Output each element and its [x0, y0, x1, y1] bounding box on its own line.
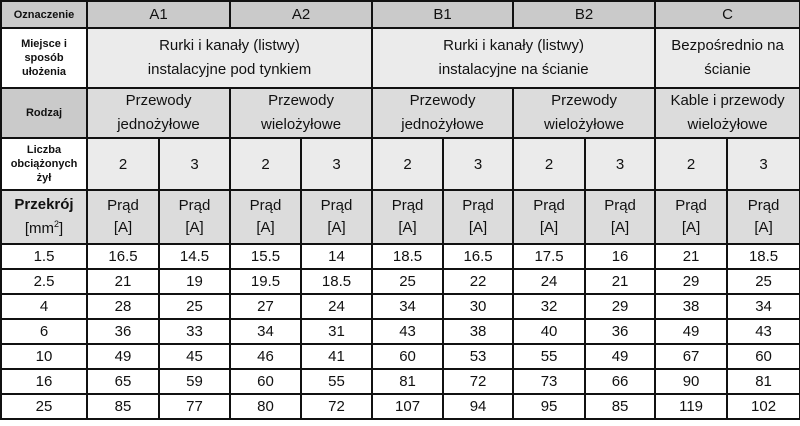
prad-header — [159, 190, 230, 244]
value-cell: 36 — [87, 319, 159, 344]
prad-label: Prąd — [533, 197, 565, 214]
oznaczenie-label: Oznaczenie — [1, 1, 87, 28]
value-cell: 30 — [443, 294, 513, 319]
rodzaj-a2-line1: Przewody — [268, 92, 334, 109]
value-cell: 18.5 — [372, 244, 443, 269]
value-cell: 19.5 — [230, 269, 301, 294]
value-cell: 72 — [301, 394, 372, 419]
value-cell: 60 — [727, 344, 800, 369]
prad-label: Prąd — [320, 197, 353, 214]
table-row — [1, 319, 800, 344]
table-row — [1, 344, 800, 369]
miejsce-c-line1: Bezpośrednio na — [671, 37, 784, 54]
value-cell: 85 — [585, 394, 655, 419]
header-row-miejsce — [1, 28, 800, 88]
value-cell: 21 — [655, 244, 727, 269]
miejsce-a-line2: instalacyjne pod tynkiem — [147, 61, 312, 78]
value-cell: 28 — [87, 294, 159, 319]
group-a2: A2 — [230, 1, 372, 28]
value-cell: 45 — [159, 344, 230, 369]
value-cell: 49 — [585, 344, 655, 369]
value-cell: 16.5 — [87, 244, 159, 269]
value-cell: 34 — [372, 294, 443, 319]
przekroj-unit — [2, 217, 86, 241]
value-cell: 29 — [585, 294, 655, 319]
table-row — [1, 244, 800, 269]
value-cell: 32 — [513, 294, 585, 319]
prad-unit: [A] — [539, 219, 559, 236]
prad-unit: [A] — [113, 219, 133, 236]
value-cell: 73 — [513, 369, 585, 394]
value-cell: 81 — [372, 369, 443, 394]
value-cell: 65 — [87, 369, 159, 394]
przekroj-unit-end: ] — [59, 220, 64, 237]
size-cell: 10 — [1, 344, 87, 369]
value-cell: 119 — [655, 394, 727, 419]
liczba-cell: 3 — [301, 138, 372, 190]
rodzaj-b1-line2: jednożyłowe — [401, 116, 484, 133]
value-cell: 38 — [655, 294, 727, 319]
group-b1: B1 — [372, 1, 513, 28]
prad-label: Prąd — [747, 197, 780, 214]
value-cell: 17.5 — [513, 244, 585, 269]
size-cell: 4 — [1, 294, 87, 319]
prad-unit: [A] — [754, 219, 773, 236]
value-cell: 55 — [301, 369, 372, 394]
value-cell: 14.5 — [159, 244, 230, 269]
przekroj-label: Przekrój — [14, 196, 74, 213]
rodzaj-a1 — [87, 88, 230, 138]
size-cell: 1.5 — [1, 244, 87, 269]
liczba-cell: 2 — [513, 138, 585, 190]
liczba-cell: 2 — [655, 138, 727, 190]
prad-label: Prąd — [391, 197, 424, 214]
liczba-cell: 3 — [585, 138, 655, 190]
header-row-liczba — [1, 138, 800, 190]
value-cell: 80 — [230, 394, 301, 419]
prad-label: Prąd — [462, 197, 494, 214]
value-cell: 72 — [443, 369, 513, 394]
value-cell: 34 — [727, 294, 800, 319]
liczba-cell: 3 — [727, 138, 800, 190]
prad-label: Prąd — [604, 197, 636, 214]
rodzaj-a1-line2: jednożyłowe — [117, 116, 200, 133]
prad-header — [372, 190, 443, 244]
size-cell: 6 — [1, 319, 87, 344]
miejsce-label: Miejsce i sposób ułożenia — [1, 28, 87, 88]
value-cell: 38 — [443, 319, 513, 344]
prad-header — [301, 190, 372, 244]
value-cell: 66 — [585, 369, 655, 394]
prad-header — [727, 190, 800, 244]
prad-unit: [A] — [327, 219, 346, 236]
prad-unit: [A] — [468, 219, 488, 236]
prad-header — [443, 190, 513, 244]
value-cell: 16.5 — [443, 244, 513, 269]
miejsce-a — [87, 28, 372, 88]
prad-unit: [A] — [681, 219, 701, 236]
prad-header — [230, 190, 301, 244]
rodzaj-b2-line1: Przewody — [551, 92, 617, 109]
liczba-cell: 2 — [372, 138, 443, 190]
prad-header — [87, 190, 159, 244]
liczba-cell: 2 — [230, 138, 301, 190]
value-cell: 53 — [443, 344, 513, 369]
value-cell: 67 — [655, 344, 727, 369]
value-cell: 55 — [513, 344, 585, 369]
group-c: C — [655, 1, 800, 28]
value-cell: 18.5 — [301, 269, 372, 294]
value-cell: 46 — [230, 344, 301, 369]
miejsce-c — [655, 28, 800, 88]
prad-label: Prąd — [249, 197, 282, 214]
prad-header — [585, 190, 655, 244]
table-row — [1, 294, 800, 319]
value-cell: 18.5 — [727, 244, 800, 269]
value-cell: 19 — [159, 269, 230, 294]
rodzaj-c-line2: wielożyłowe — [687, 116, 768, 133]
value-cell: 90 — [655, 369, 727, 394]
value-cell: 85 — [87, 394, 159, 419]
value-cell: 36 — [585, 319, 655, 344]
value-cell: 81 — [727, 369, 800, 394]
value-cell: 95 — [513, 394, 585, 419]
value-cell: 94 — [443, 394, 513, 419]
header-row-przekroj — [1, 190, 800, 244]
prad-unit: [A] — [610, 219, 630, 236]
rodzaj-b1 — [372, 88, 513, 138]
header-row-rodzaj — [1, 88, 800, 138]
value-cell: 102 — [727, 394, 800, 419]
value-cell: 25 — [372, 269, 443, 294]
miejsce-b-line1: Rurki i kanały (listwy) — [443, 37, 584, 54]
rodzaj-label: Rodzaj — [1, 88, 87, 138]
value-cell: 59 — [159, 369, 230, 394]
value-cell: 40 — [513, 319, 585, 344]
prad-header — [513, 190, 585, 244]
value-cell: 33 — [159, 319, 230, 344]
rodzaj-c-line1: Kable i przewody — [670, 92, 785, 109]
value-cell: 16 — [585, 244, 655, 269]
przekroj-unit-text: [mm — [24, 220, 54, 237]
rodzaj-b2-line2: wielożyłowe — [544, 116, 625, 133]
przekroj-unit-sup: 2 — [53, 219, 59, 229]
rodzaj-a1-line1: Przewody — [125, 92, 192, 109]
rodzaj-a2 — [230, 88, 372, 138]
group-a1: A1 — [87, 1, 230, 28]
value-cell: 60 — [230, 369, 301, 394]
rodzaj-b2 — [513, 88, 655, 138]
rodzaj-b1-line1: Przewody — [409, 92, 476, 109]
table-row — [1, 269, 800, 294]
value-cell: 21 — [87, 269, 159, 294]
prad-header — [655, 190, 727, 244]
prad-unit: [A] — [398, 219, 417, 236]
table-row — [1, 394, 800, 419]
value-cell: 27 — [230, 294, 301, 319]
value-cell: 21 — [585, 269, 655, 294]
value-cell: 107 — [372, 394, 443, 419]
rodzaj-a2-line2: wielożyłowe — [261, 116, 342, 133]
miejsce-b-line2: instalacyjne na ścianie — [438, 61, 589, 78]
prad-unit: [A] — [185, 219, 204, 236]
value-cell: 25 — [159, 294, 230, 319]
rodzaj-c — [655, 88, 800, 138]
value-cell: 29 — [655, 269, 727, 294]
liczba-label: Liczba obciążonych żył — [1, 138, 87, 190]
liczba-cell: 3 — [443, 138, 513, 190]
przekroj-header — [1, 190, 87, 244]
table-row — [1, 369, 800, 394]
value-cell: 43 — [372, 319, 443, 344]
size-cell: 2.5 — [1, 269, 87, 294]
liczba-cell: 2 — [87, 138, 159, 190]
prad-label: Prąd — [107, 197, 139, 214]
value-cell: 24 — [301, 294, 372, 319]
size-cell: 25 — [1, 394, 87, 419]
value-cell: 41 — [301, 344, 372, 369]
value-cell: 22 — [443, 269, 513, 294]
miejsce-c-line2: ścianie — [704, 61, 751, 78]
value-cell: 25 — [727, 269, 800, 294]
miejsce-b — [372, 28, 655, 88]
value-cell: 14 — [301, 244, 372, 269]
value-cell: 49 — [655, 319, 727, 344]
group-b2: B2 — [513, 1, 655, 28]
miejsce-a-line1: Rurki i kanały (listwy) — [159, 37, 300, 54]
value-cell: 24 — [513, 269, 585, 294]
value-cell: 31 — [301, 319, 372, 344]
value-cell: 60 — [372, 344, 443, 369]
prad-label: Prąd — [178, 197, 211, 214]
value-cell: 34 — [230, 319, 301, 344]
liczba-cell: 3 — [159, 138, 230, 190]
value-cell: 15.5 — [230, 244, 301, 269]
prad-unit: [A] — [256, 219, 275, 236]
value-cell: 43 — [727, 319, 800, 344]
value-cell: 49 — [87, 344, 159, 369]
prad-label: Prąd — [675, 197, 707, 214]
value-cell: 77 — [159, 394, 230, 419]
header-row-oznaczenie — [1, 1, 800, 28]
size-cell: 16 — [1, 369, 87, 394]
